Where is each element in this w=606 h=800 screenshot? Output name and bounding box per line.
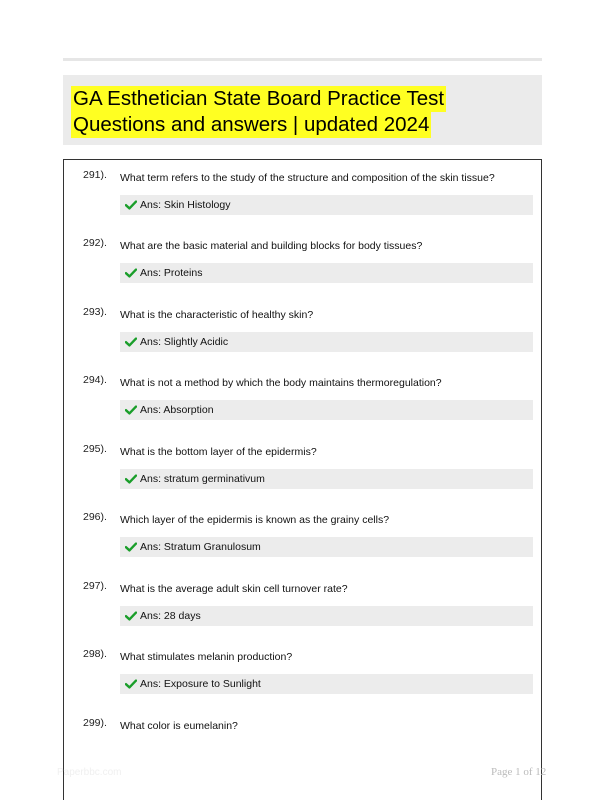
page-title-line-1: GA Esthetician State Board Practice Test [73,87,445,110]
answer-text: Ans: Proteins [140,267,203,279]
question-text: What color is eumelanin? [120,720,238,732]
answer-box [120,195,533,215]
title-banner [63,75,542,145]
check-icon [125,611,137,621]
question-number: 296). [83,511,107,523]
check-icon [125,200,137,210]
question-text: What are the basic material and building blocks for body tissues? [120,240,423,252]
answer-box [120,469,533,489]
question-text: Which layer of the epidermis is known as the grainy cells? [120,514,390,526]
question-text: What term refers to the study of the structure and composition of the skin tissue? [120,172,495,184]
question-number: 294). [83,374,107,386]
qa-item-299 [64,708,541,776]
top-divider [63,58,542,61]
answer-text: Ans: Slightly Acidic [140,336,229,348]
qa-item-296 [64,502,541,570]
answer-text: Ans: Absorption [140,404,214,416]
qa-item-292 [64,228,541,296]
question-number: 297). [83,580,107,592]
question-number: 298). [83,648,107,660]
check-icon [125,474,137,484]
answer-box [120,537,533,557]
page-title-line-2: Questions and answers | updated 2024 [73,113,430,136]
qa-item-291 [64,160,541,228]
answer-text: Ans: 28 days [140,610,201,622]
question-number: 295). [83,443,107,455]
question-number: 293). [83,306,107,318]
answer-text: Ans: Exposure to Sunlight [140,678,261,690]
question-text: What is the characteristic of healthy skin? [120,309,314,321]
qa-item-298 [64,639,541,707]
footer-watermark: Paperbbc.com [57,767,122,778]
answer-box [120,263,533,283]
check-icon [125,337,137,347]
question-number: 292). [83,237,107,249]
question-text: What stimulates melanin production? [120,651,293,663]
answer-box [120,674,533,694]
qa-list [63,159,542,800]
question-text: What is not a method by which the body maintains thermoregulation? [120,377,442,389]
answer-box [120,606,533,626]
question-text: What is the bottom layer of the epidermis? [120,446,317,458]
answer-box [120,400,533,420]
answer-box [120,332,533,352]
question-text: What is the average adult skin cell turnover rate? [120,583,348,595]
check-icon [125,405,137,415]
answer-text: Ans: stratum germinativum [140,473,265,485]
question-number: 299). [83,717,107,729]
check-icon [125,268,137,278]
answer-text: Ans: Skin Histology [140,199,231,211]
check-icon [125,542,137,552]
qa-item-294 [64,365,541,433]
page-indicator: Page 1 of 12 [491,766,547,778]
qa-item-293 [64,297,541,365]
qa-item-295 [64,434,541,502]
answer-text: Ans: Stratum Granulosum [140,541,261,553]
qa-item-297 [64,571,541,639]
check-icon [125,679,137,689]
question-number: 291). [83,169,107,181]
